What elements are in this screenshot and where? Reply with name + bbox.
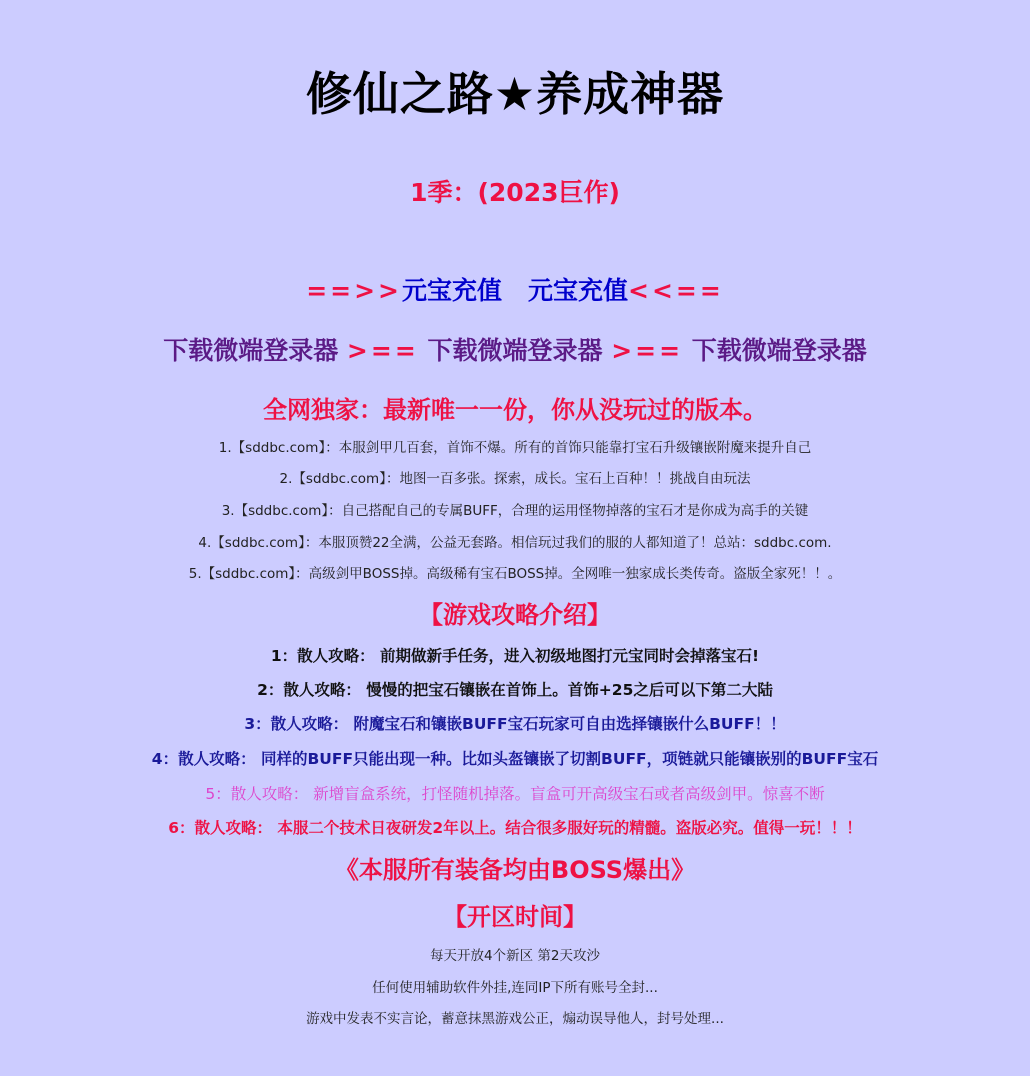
download-link-1[interactable]: 下载微端登录器 <box>163 336 339 365</box>
recharge-row <box>0 274 1030 308</box>
tip-item: 4：散人攻略： 同样的BUFF只能出现一种。比如头盔镶嵌了切割BUFF，项链就只能镶嵌别的BUFF宝石 <box>151 750 879 768</box>
recharge-suffix: <<== <box>628 276 724 305</box>
footer-line: 任何使用辅助软件外挂,连同IP下所有账号全封... <box>372 980 658 996</box>
page-title: 修仙之路★养成神器 <box>305 67 725 121</box>
guide-title: 【游戏攻略介绍】 <box>419 601 611 629</box>
recharge-link-2[interactable]: 元宝充值 <box>528 276 629 305</box>
server-time-title: 【开区时间】 <box>443 903 587 931</box>
feature-item: 3.【sddbc.com】：自己搭配自己的专属BUFF，合理的运用怪物掉落的宝石才是你成为高手的关键 <box>221 503 809 519</box>
download-arrow-1: >== <box>346 336 419 365</box>
feature-item: 4.【sddbc.com】：本服顶赞22全满，公益无套路。相信玩过我们的服的人都知道了！总站：sddbc.com. <box>198 535 832 551</box>
feature-item: 2.【sddbc.com】：地图一百多张。探索，成长。宝石上百种！！挑战自由玩法 <box>279 471 751 487</box>
recharge-link-1[interactable]: 元宝充值 <box>401 276 502 305</box>
recharge-prefix: ==>> <box>306 276 402 305</box>
tip-item: 1：散人攻略： 前期做新手任务，进入初级地图打元宝同时会掉落宝石! <box>270 647 760 665</box>
tip-item: 3：散人攻略： 附魔宝石和镶嵌BUFF宝石玩家可自由选择镶嵌什么BUFF！！ <box>244 715 786 733</box>
tip-item: 5：散人攻略： 新增盲盒系统，打怪随机掉落。盲盒可开高级宝石或者高级剑甲。惊喜不断 <box>205 785 825 803</box>
download-link-2[interactable]: 下载微端登录器 <box>427 336 603 365</box>
feature-item: 1.【sddbc.com】：本服剑甲几百套，首饰不爆。所有的首饰只能靠打宝石升级镶嵌附魔来提升自己 <box>218 440 812 456</box>
tip-item: 6：散人攻略： 本服二个技术日夜研发2年以上。结合很多服好玩的精髓。盗版必究。值得一玩！！！ <box>168 819 862 837</box>
exclusive-heading: 全网独家：最新唯一一份，你从没玩过的版本。 <box>263 396 767 424</box>
download-link-3[interactable]: 下载微端登录器 <box>691 336 867 365</box>
boss-notice: 《本服所有装备均由BOSS爆出》 <box>334 856 696 884</box>
footer-line: 游戏中发表不实言论，蓄意抹黑游戏公正，煽动误导他人，封号处理... <box>306 1011 724 1027</box>
download-row <box>0 334 1030 368</box>
download-arrow-2: >== <box>611 336 684 365</box>
season-heading: 1季：(2023巨作) <box>410 178 620 207</box>
feature-item: 5.【sddbc.com】：高级剑甲BOSS掉。高级稀有宝石BOSS掉。全网唯一独家成长类传奇。盗版全家死！！。 <box>188 566 842 582</box>
tip-item: 2：散人攻略： 慢慢的把宝石镶嵌在首饰上。首饰+25之后可以下第二大陆 <box>257 681 773 699</box>
footer-line: 每天开放4个新区 第2天攻沙 <box>430 948 600 964</box>
